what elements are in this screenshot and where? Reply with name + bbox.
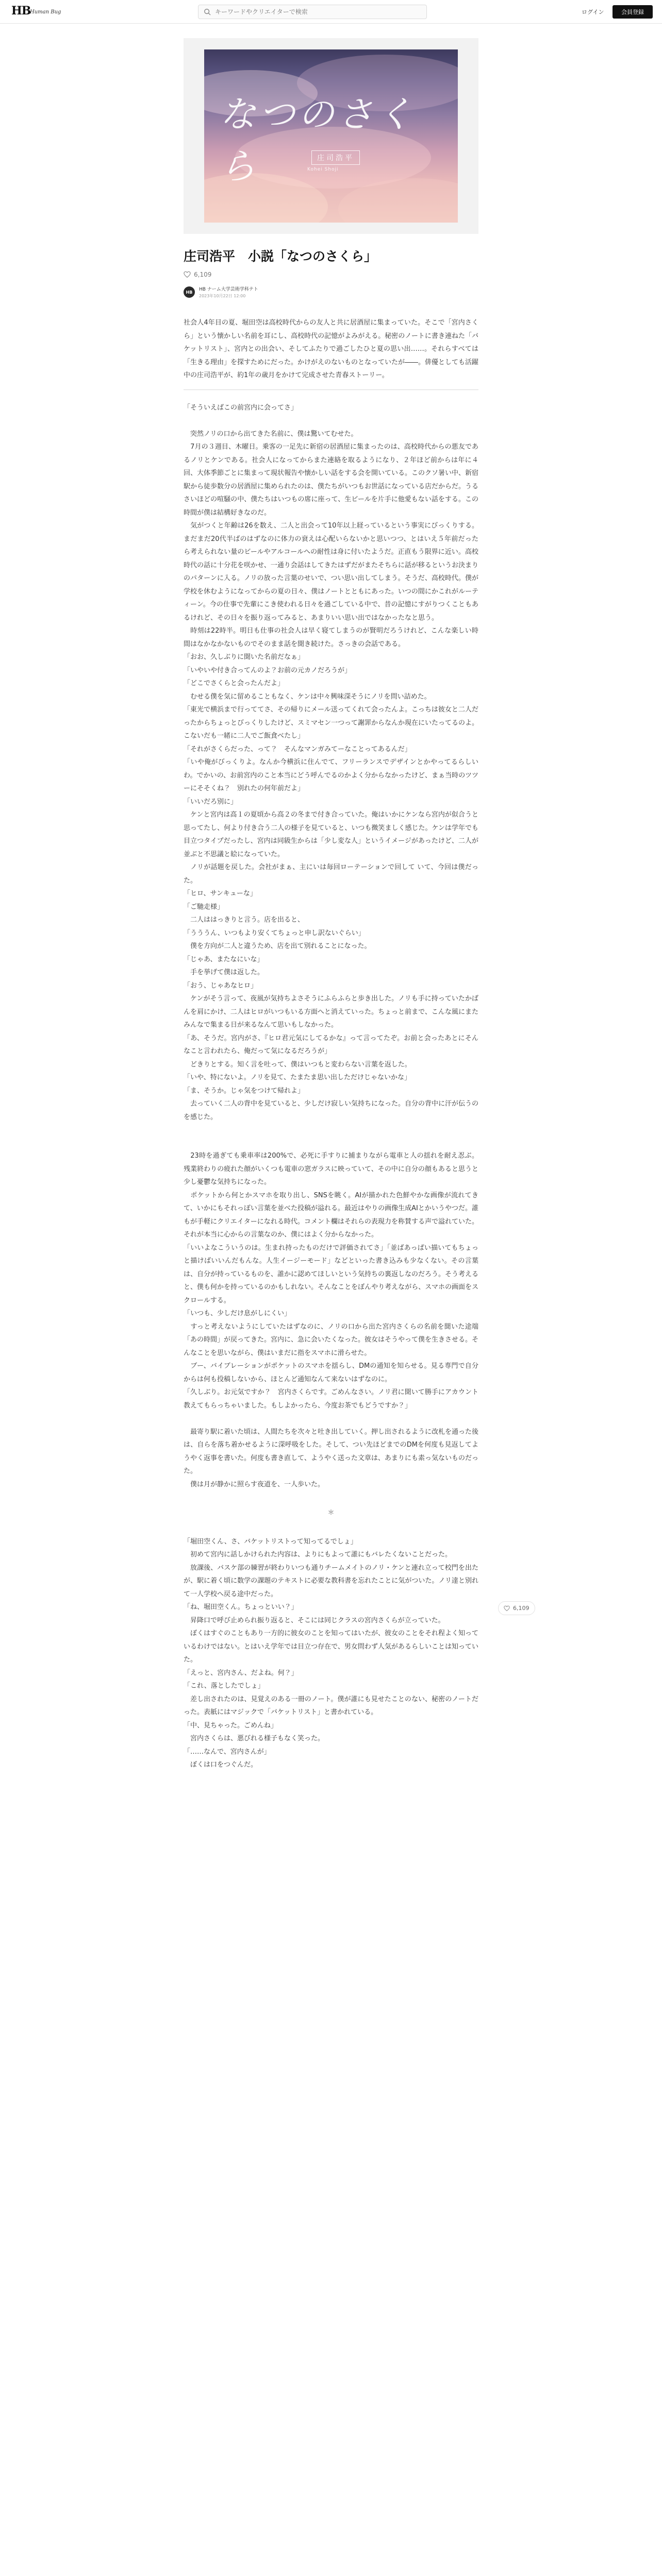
paragraph: 宮内さくらは、悪びれる様子もなく笑った。: [184, 1735, 325, 1742]
paragraph: 初めて宮内に話しかけられた内容は、よりにもよって誰にもバレたくないことだった。: [184, 1551, 452, 1558]
hero-artwork: [204, 49, 458, 223]
article-body: [184, 316, 478, 1772]
paragraph: 「うううん、いつもより安くてちょっと申し訳ないぐらい」: [184, 929, 365, 937]
site-logo[interactable]: HB: [11, 4, 31, 18]
paragraph: 僕は月が静かに照らす夜道を、一人歩いた。: [184, 1480, 325, 1488]
paragraph: ぼくはすぐのこともあり一方的に彼女のことを知ってはいたが、彼女のことをそれ程よく知っているわけではない。とはいえ学年では目立つ存在で、男女問わず人気があるらしいことは知っていた。: [184, 1630, 479, 1664]
paragraph: 23時を過ぎても乗車率は200%で、必死に手すりに捕まりながら電車と人の揺れを耐え忍ぶ。残業終わりの疲れた顔がいくつも電車の窓ガラスに映っていて、その中に自分の顔もあると思うと少し憂鬱な気持ちになった。: [184, 1152, 478, 1186]
author-meta: [199, 285, 258, 299]
paragraph: 「いいだろ別に」: [184, 798, 238, 806]
chapter-part-3: [184, 1535, 478, 1772]
paragraph: ケンと宮内は高１の夏頃から高２の冬まで付き合っていた。俺はいかにケンなら宮内が似合うと思ってたし、何より付き合う二人の様子を見ていると、いつも微笑ましく感じた。ケンは学年でも目立つタイプだったし、宮内は同級生からは「少し変な人」というイメージがあったけど、二人が並ぶと不思議と絵になっていた。: [184, 811, 478, 858]
search-input[interactable]: [215, 8, 421, 15]
paragraph: ノリが話題を戻した。会社がまぁ、主にいは毎回ローテーションで回して いて、今回は僕だった。: [184, 863, 478, 885]
site-header: [0, 0, 662, 24]
hero-sub-art: Kohei Shoji: [307, 167, 339, 172]
paragraph: 最寄り駅に着いた頃は、人間たちを次々と吐き出していく。押し出されるように改札を通った後は、自らを落ち着かせるように深呼吸をした。そして、つい先ほどまでのDMを何度も見返してようやく返事を書いた。何度も書き直して、ようやく送った文章は、あまりにも素っ気ないものだった。: [184, 1428, 478, 1475]
paragraph: 「そういえばこの前宮内に会ってさ」: [184, 403, 298, 412]
paragraph: 「おお、久しぶりに聞いた名前だなぁ」: [184, 653, 305, 661]
paragraph: ケンがそう言って、夜風が気持ちよさそうにふらふらと歩き出した。ノリも手に持っていたかばんを肩にかけ、二人はヒロがいつもいる方面へと消えていった。ちょっと前まで、こんな風にまたみんなで集まる日が来るなんて思いもしなかった。: [184, 995, 478, 1029]
paragraph: 社会人4年目の夏、堀田空は高校時代からの友人と共に居酒屋に集まっていた。そこで「宮内さくら」という懐かしい名前を耳にし、高校時代の記憶がよみがえる。秘密のノートに書き連ねた「バケットリスト」、宮内との出会い、そしてふたりで過ごしたひと夏の思い出……。それらすべては「生きる理由」を探すためにだった。かけがえのないものとなっていたが――。俳優としても活躍中の庄司浩平が、約1年の歳月をかけて完成させた青春ストーリー。: [184, 319, 479, 379]
likes-row[interactable]: [184, 271, 478, 278]
paragraph: 「どこでさくらと会ったんだよ」: [184, 680, 285, 687]
author-name[interactable]: HB ナーム大学芸術学科テト: [199, 287, 258, 292]
paragraph: 手を挙げて僕は返した。: [184, 969, 264, 976]
avatar[interactable]: HB: [184, 286, 195, 298]
paragraph: 「おう、じゃあなヒロ」: [184, 981, 258, 990]
login-link[interactable]: ログイン: [582, 9, 604, 15]
paragraph: どきりとする。知く言を吐って、僕はいつもと変わらない言葉を返した。: [184, 1060, 411, 1069]
like-count: 6,109: [194, 271, 212, 278]
paragraph: ブー、バイブレーションがポケットのスマホを揺らし、DMの通知を知らせる。見る専門で自分からは何も投稿しないから、ほとんど通知なんて来ないはずなのに。: [184, 1362, 478, 1383]
paragraph: 去っていく二人の背中を見ていると、少しだけ寂しい気持ちになった。自分の背中に汗が伝うのを感じた。: [184, 1100, 479, 1121]
heart-icon[interactable]: [184, 271, 191, 278]
paragraph: むせる僕を気に留めることもなく、ケンは中々興味深そうにノリを問い詰めた。: [184, 692, 431, 701]
paragraph: 「いや、特にないよ。ノリを見て、たまたま思い出しただけじゃないかな」: [184, 1074, 411, 1081]
paragraph: 時刻は22時半。明日も仕事の社会人は早く寝てしまうのが賢明だろうけれど、こんな楽しい時間はなかなかないものでそのまま話を聞き続けた。さっきの会話である。: [184, 627, 478, 648]
paragraph: 「……なんで、宮内さんが」: [184, 1748, 271, 1756]
paragraph: 「いやいや付き合ってんのよ？お前の元カノだろうが」: [184, 666, 352, 674]
author-row[interactable]: [184, 285, 478, 299]
paragraph: 「これ、落としたでしょ」: [184, 1682, 264, 1690]
paragraph: 「いいよなこういうのは。生まれ持ったものだけで評価されてさ」「並ばあっぱい描いてもちょっと描けばいいんだもんな。人生イージーモード」などといった書き込みも少なくない。その言葉は、自分が持っているものを、誰かに認めてほしいという気持ちの裏返しなのだろう。そう考えると、僕も何かを持っているのかもしれない。そんなことをぼんやり考えながら、スマホの画面をスクロールする。: [184, 1244, 479, 1304]
paragraph: ポケットから何とかスマホを取り出し、SNSを眺く。AIが描かれた色鮮やかな画像が流れてきて、いかにもそれっぽい言葉を並べた投稿が溢れる。最近はやりの画像生成AIとかいうやつだ。誰もが手軽にクリエイターになれる時代。コメント欄はそれらの表現力を称賛する声で溢れていた。それが本当に心からの言葉なのか、僕にはよく分からなかった。: [184, 1191, 478, 1239]
paragraph: ぼくは口をつぐんだ。: [184, 1761, 258, 1769]
intro-section: [184, 316, 478, 382]
hero-image: [184, 38, 478, 234]
article: [184, 38, 478, 1772]
scene-separator: ＊: [327, 1509, 335, 1517]
chapter-part-2: [184, 1149, 478, 1491]
heart-icon[interactable]: [504, 1605, 510, 1612]
paragraph-gap: [184, 414, 478, 428]
floating-like-button[interactable]: [498, 1601, 535, 1615]
paragraph: 「ま、そうか。じゃ気をつけて帰れよ」: [184, 1087, 305, 1095]
paragraph: 「それがさくらだった、って？ そんなマンガみてーなことってあるんだ」: [184, 745, 411, 753]
paragraph: 「久しぶり。お元気ですか？ 宮内さくらです。ごめんなさい。ノリ君に聞いて勝手にアカウント教えてもらっちゃいました。もしよかったら、今度お茶でもどうですか？」: [184, 1388, 478, 1410]
paragraph: 気がつくと年齢は26を数え、二人と出会って10年以上経っているという事実にびっくりする。まだまだ20代半ばのはずなのに体力の衰えは心配いらないかと思いつつ、とはいえ５年前だったら考えられない量のビールやアルコールへの耐性は身に付いたようだ。正直もう限界に近い。高校時代の話に十分花を咲かせ、一通り会話はしてきたはずだがまたそちらに話が移るというお決まりのパターンに入る。ノリの放った言葉のせいで、つい思い出してしまう。そうだ、高校時代。僕が学校を休むようになってからの夏の日々、僕はノートとともにあった。いつの間にかこれがルーティーン。今の仕事で先輩にこき使われる日々を過ごしている中で、昔の記憶にすがりつくこともあるけれど、その日々を振り返ってみると、あまりいい思い出ではなかったなと思う。: [184, 522, 478, 622]
paragraph: 「じゃあ、またなにいな」: [184, 955, 264, 963]
search-icon: [204, 8, 211, 15]
register-button[interactable]: 会員登録: [613, 5, 653, 19]
paragraph: 「あ、そうだ。宮内がさ、『ヒロ君元気にしてるかな』って言ってたぞ。お前と会ったあとにそんなこと言われたら、俺だって気になるだろうが」: [184, 1034, 478, 1055]
search-bar[interactable]: [198, 5, 427, 19]
paragraph: 「ね、堀田空くん。ちょっといい？」: [184, 1603, 298, 1611]
paragraph: 二人ははっきりと言う。店を出ると、: [184, 916, 305, 924]
paragraph: 差し出されたのは、見覚えのある一冊のノート。僕が誰にも見せたことのない、秘密のノートだった。表紙にはマジックで「バケットリスト」と書かれている。: [184, 1695, 478, 1716]
hero-author-art: 庄司浩平: [311, 150, 360, 165]
paragraph: 「いつも、少しだけ息がしにくい」: [184, 1310, 291, 1317]
post-title: 庄司浩平 小説「なつのさくら」: [184, 249, 377, 264]
paragraph: 「えっと、宮内さん、だよね。何？」: [184, 1669, 298, 1677]
hero-title-art: なつのさくら: [220, 93, 416, 188]
paragraph: 「堀田空くん、さ、バケットリストって知ってるでしょ」: [184, 1537, 357, 1546]
floating-like-count: 6,109: [513, 1605, 529, 1612]
paragraph: すっと考えないようにしていたはずなのに、ノリの口から出た宮内さくらの名前を聞いた途端「あの時間」が戻ってきた。宮内に、急に会いたくなった。彼女はそうやって僕を生きさせる。そんなことを思いながら、僕はいまだに指をスマホに滑らせた。: [184, 1323, 479, 1357]
paragraph: 突然ノリの口から出てきた名前に、僕は驚いてむせた。: [184, 430, 358, 438]
paragraph: 「中、見ちゃった。ごめんね」: [184, 1721, 278, 1730]
section-divider: [184, 389, 478, 390]
paragraph-gap: [184, 1412, 478, 1426]
paragraph: 「ご馳走様」: [184, 903, 224, 911]
paragraph: 「いや俺がびっくりよ。なんか今横浜に住んでて、フリーランスでデザインとかやってるらしいわ。でかいの、お前宮内のこと本当にどう呼んでるのかよく分からなかったけど、まぁ当時のツツーにそそくね？ 別れたの何年前だよ」: [184, 758, 478, 792]
paragraph: 7月の３週目、木曜日。乗客の一足先に新宿の居酒屋に集まったのは、高校時代からの悪友であるノリとケンである。社会人になってからまた連絡を取るようになり、２年ほど前からは年に４回、大体季節ごとに集まって現状報告や懐かしい話をする会を開いている。このクソ暑い中、新宿駅から徒歩数分の居酒屋に集められたのは、僕たちがいつもお世話になっている店だからだ。うるさいほどの喧騒の中、僕たちはいつもの席に座って、生ビールを片手に他愛もない話をする。この時間が僕は結構好きなのだ。: [184, 443, 479, 517]
chapter-part-1: [184, 401, 478, 1124]
paragraph: 僕を方向が二人と違うため、店を出て別れることになった。: [184, 942, 371, 950]
site-logo-sub: Human Bug: [30, 9, 61, 15]
paragraph: 「ヒロ、サンキューな」: [184, 890, 257, 897]
paragraph: 昇降口で呼び止められ振り返ると、そこには同じクラスの宮内さくらが立っていた。: [184, 1616, 445, 1624]
paragraph: 放課後、バスケ部の練習が終わりいつも通りチームメイトのノリ・ケンと連れ立って校門を出たが、駅に着く頃に数学の課題のテキストに必要な教科書を忘れたことに気がついた。ノリ達と別れて一人学校へ戻る途中だった。: [184, 1564, 478, 1598]
paragraph: 「東光で横浜まで行っててさ、その帰りにメール送ってくれて会ったんよ。こっちは彼女と二人だったからちょっとびっくりしたけど、スミマセン一つって謝罪からなんか現在にいたってるのよ。こないだも一緒に二人でご飯食べたし」: [184, 706, 478, 740]
post-date: 2023年10月22日 12:00: [199, 294, 246, 298]
